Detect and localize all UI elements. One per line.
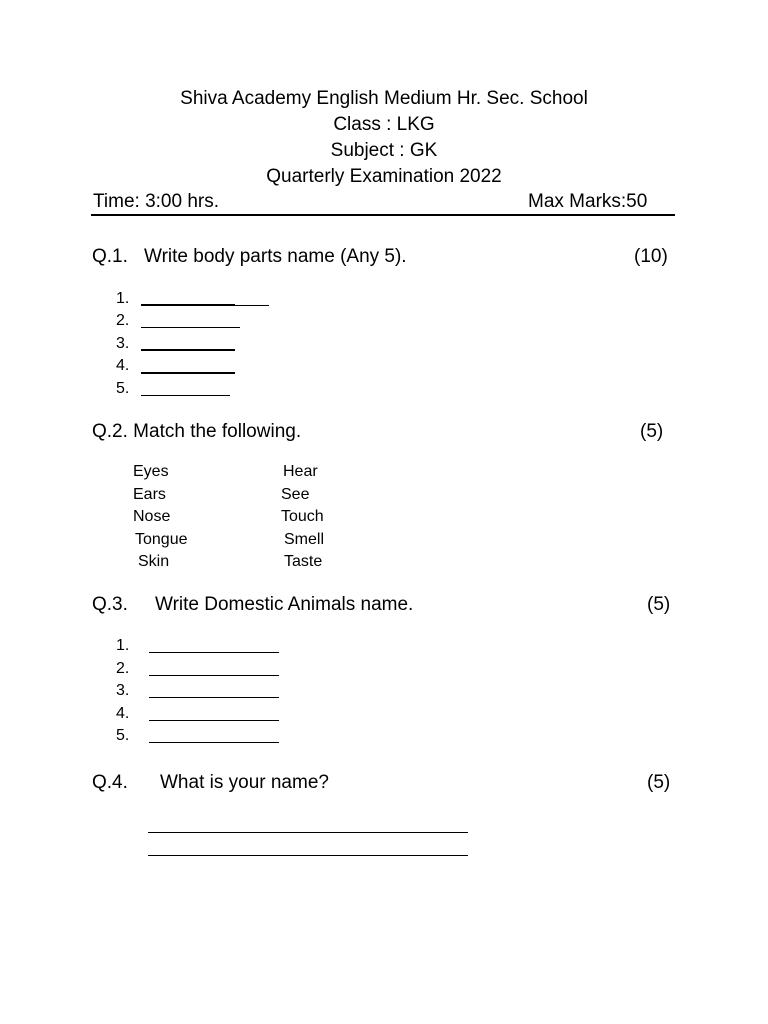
q1-item: 5.	[116, 380, 130, 397]
school-name: Shiva Academy English Medium Hr. Sec. School	[180, 88, 588, 109]
q1-answer-blank[interactable]	[141, 336, 235, 351]
q4-answer-line[interactable]	[148, 842, 468, 856]
q3-item: 3.	[116, 682, 130, 699]
q3-answer-blank[interactable]	[149, 707, 279, 721]
q2-text: Q.2. Match the following.	[92, 421, 302, 442]
q3-item: 5.	[116, 727, 130, 744]
q3-answer-blank[interactable]	[149, 662, 279, 676]
q3-answer-blank[interactable]	[149, 684, 279, 698]
match-left-item: Tongue	[135, 531, 188, 548]
q4-answer-line[interactable]	[148, 819, 468, 833]
match-right-item: Taste	[284, 553, 323, 570]
subject-line: Subject : GK	[330, 140, 438, 161]
q1-item: 2.	[116, 312, 130, 329]
q3-number: Q.3.	[92, 594, 128, 615]
exam-title: Quarterly Examination 2022	[266, 166, 502, 187]
q1-answer-blank-extension	[235, 292, 269, 306]
q1-answer-blank[interactable]	[141, 382, 230, 396]
q1-item: 1.	[116, 290, 130, 307]
q3-item: 1.	[116, 637, 130, 654]
q1-answer-blank[interactable]	[141, 359, 235, 374]
q3-answer-blank[interactable]	[149, 639, 279, 653]
q3-item: 2.	[116, 660, 130, 677]
match-left-item: Nose	[133, 508, 171, 525]
q4-text: What is your name?	[160, 772, 329, 793]
q1-item: 3.	[116, 335, 130, 352]
q1-answer-blank[interactable]	[141, 291, 235, 306]
q1-item: 4.	[116, 357, 130, 374]
q3-answer-blank[interactable]	[149, 729, 279, 743]
match-left-item: Eyes	[133, 463, 169, 480]
q1-number: Q.1.	[92, 246, 128, 267]
q1-text: Write body parts name (Any 5).	[144, 246, 407, 267]
q3-item: 4.	[116, 705, 130, 722]
match-left-item: Skin	[138, 553, 170, 570]
q2-marks: (5)	[640, 421, 664, 442]
match-right-item: Hear	[283, 463, 318, 480]
match-right-item: See	[281, 486, 310, 503]
match-left-item: Ears	[133, 486, 166, 503]
q3-text: Write Domestic Animals name.	[155, 594, 414, 615]
exam-time: Time: 3:00 hrs.	[93, 191, 220, 212]
q1-answer-blank[interactable]	[141, 314, 240, 328]
header-divider	[91, 214, 675, 216]
q3-marks: (5)	[647, 594, 671, 615]
max-marks: Max Marks:50	[528, 191, 648, 212]
match-right-item: Touch	[281, 508, 324, 525]
q4-number: Q.4.	[92, 772, 128, 793]
q1-marks: (10)	[634, 246, 668, 267]
match-right-item: Smell	[284, 531, 325, 548]
class-line: Class : LKG	[333, 114, 435, 135]
q4-marks: (5)	[647, 772, 671, 793]
